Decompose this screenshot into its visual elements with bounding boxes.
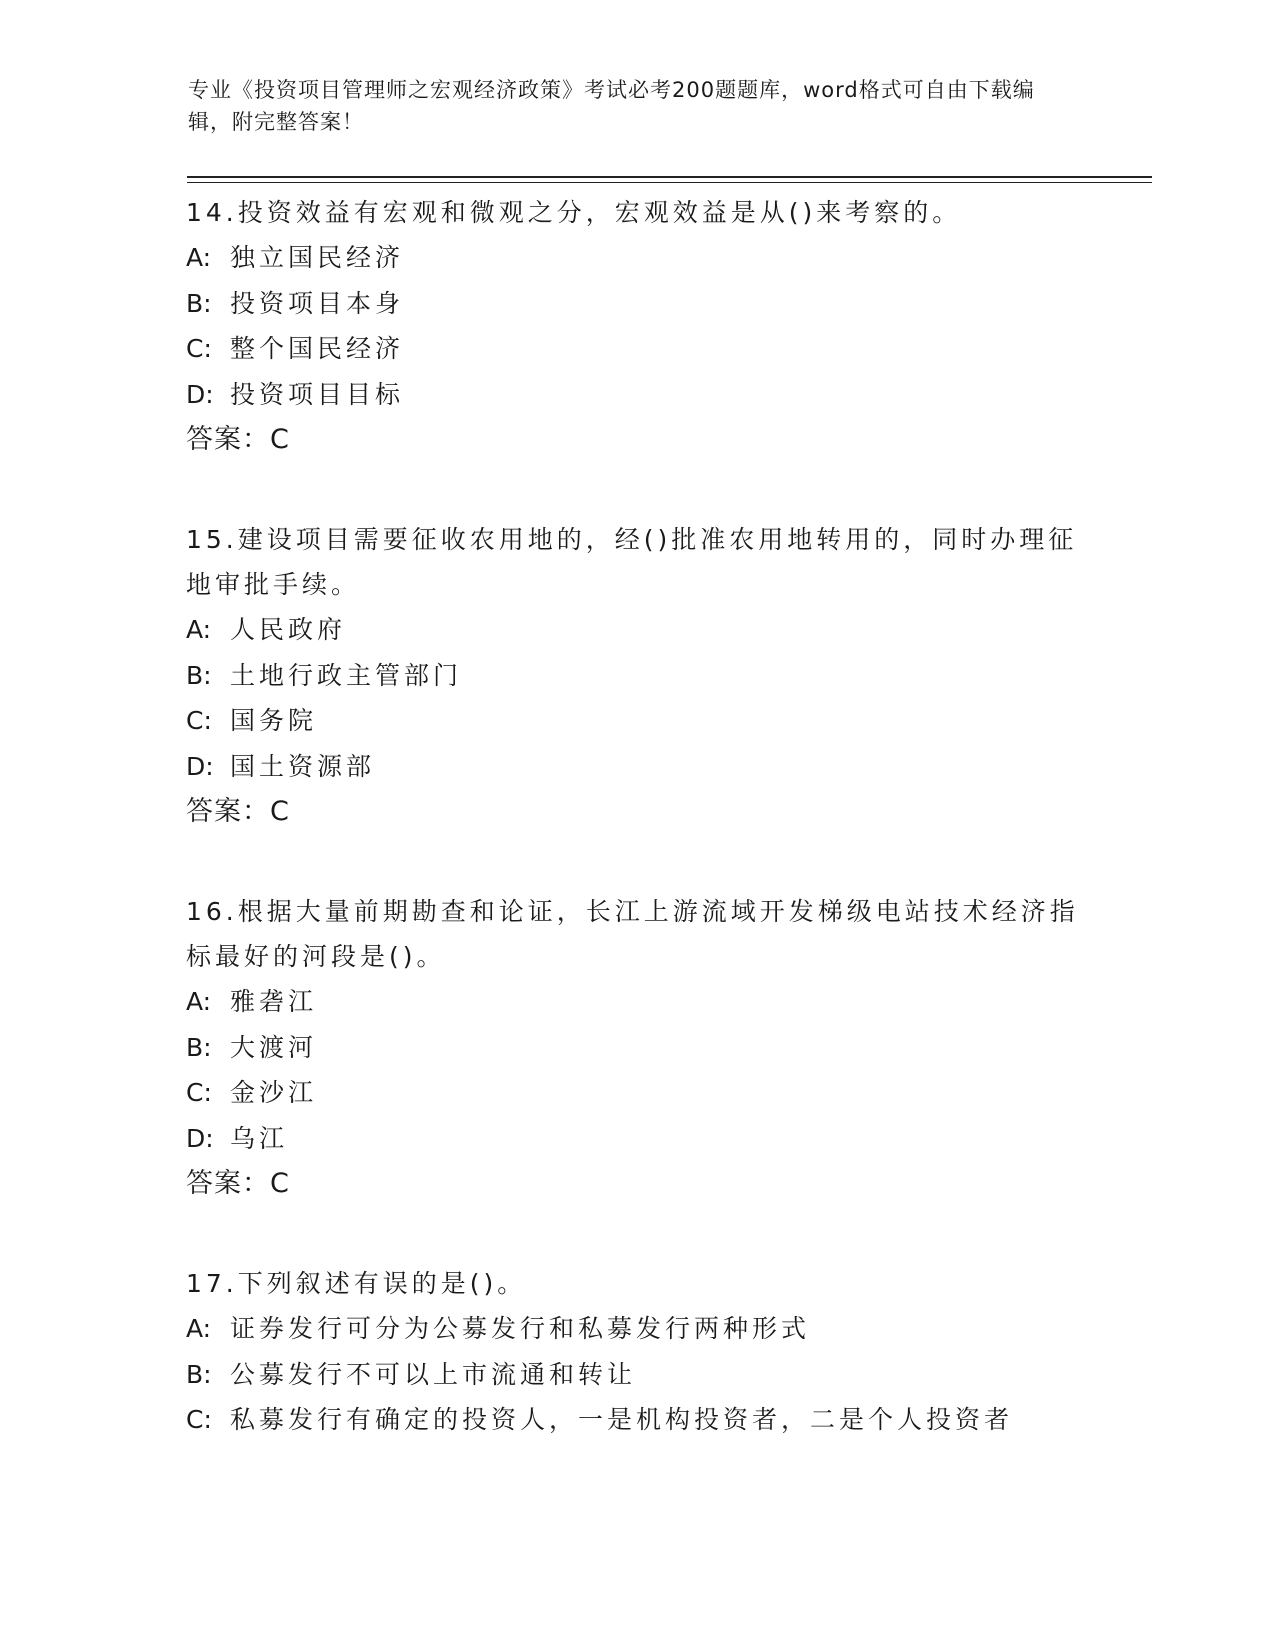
question-stem: 14.投资效益有宏观和微观之分，宏观效益是从()来考察的。 [186,198,962,227]
option-text: 乌江 [230,1123,289,1153]
option-key: B: [186,1359,212,1389]
answer-line: 答案：C [186,1168,290,1199]
option-key: A: [186,1314,212,1343]
option-c [186,1070,1086,1116]
option-text: 整个国民经济 [230,334,405,363]
option-b [186,1352,1086,1398]
question-stem: 17.下列叙述有误的是()。 [186,1269,527,1298]
option-b [186,1025,1086,1071]
option-key: C: [186,706,212,735]
option-key: B: [186,288,212,318]
option-text: 独立国民经济 [230,243,405,272]
option-d [186,744,1086,790]
question-15 [186,517,1086,834]
question-14 [186,190,1086,462]
option-key: A: [186,615,212,644]
answer-line: 答案：C [186,424,290,455]
option-text: 大渡河 [230,1032,318,1062]
option-key: B: [186,1032,212,1062]
option-b [186,281,1086,327]
option-text: 证券发行可分为公募发行和私募发行两种形式 [230,1314,811,1343]
header-intro: 专业《投资项目管理师之宏观经济政策》考试必考200题题库，word格式可自由下载编辑，附完整答案！ [188,78,1035,134]
option-key: D: [186,379,214,409]
header-divider-thin [187,182,1152,183]
header-divider-thick [187,176,1152,178]
option-text: 土地行政主管部门 [230,660,463,690]
option-a [186,979,1086,1025]
option-text: 人民政府 [230,615,347,644]
option-text: 私募发行有确定的投资人，一是机构投资者，二是个人投资者 [230,1405,1014,1434]
option-key: B: [186,660,212,690]
answer-line: 答案：C [186,796,290,827]
option-text: 国土资源部 [230,751,376,781]
option-text: 投资项目本身 [230,288,405,318]
option-a [186,1306,1086,1352]
option-c [186,326,1086,372]
option-c [186,1397,1086,1443]
option-key: C: [186,1078,212,1107]
option-text: 公募发行不可以上市流通和转让 [230,1359,637,1389]
question-stem: 15.建设项目需要征收农用地的，经()批准农用地转用的，同时办理征地审批手续。 [186,525,1078,599]
option-text: 金沙江 [230,1078,318,1107]
option-a [186,607,1086,653]
option-text: 雅砻江 [230,987,318,1016]
option-key: D: [186,751,214,781]
option-key: A: [186,987,212,1016]
option-c [186,698,1086,744]
question-16 [186,889,1086,1206]
option-key: A: [186,243,212,272]
option-d [186,1116,1086,1162]
option-key: C: [186,1405,212,1434]
document-header [188,74,1068,138]
question-list [186,190,1086,1498]
option-key: C: [186,334,212,363]
option-a [186,235,1086,281]
option-text: 投资项目目标 [230,379,405,409]
option-text: 国务院 [230,706,318,735]
option-d [186,372,1086,418]
question-stem: 16.根据大量前期勘查和论证，长江上游流域开发梯级电站技术经济指标最好的河段是()。 [186,897,1079,971]
option-b [186,653,1086,699]
question-17 [186,1261,1086,1443]
option-key: D: [186,1123,214,1153]
